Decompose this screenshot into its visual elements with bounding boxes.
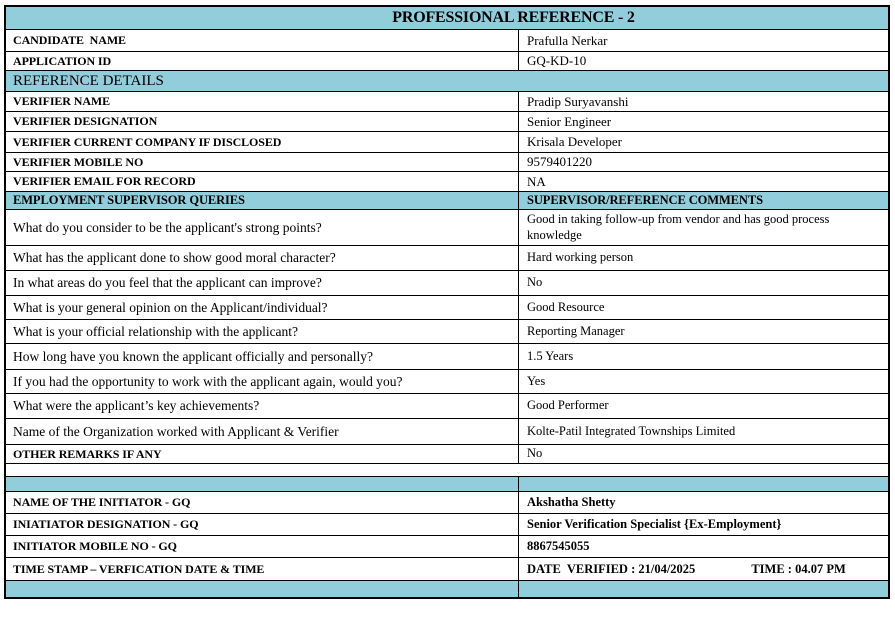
verifier-name-row bbox=[6, 92, 888, 112]
field-value: 8867545055 bbox=[527, 539, 590, 553]
candidate-name-label-cell bbox=[6, 30, 519, 51]
query-row bbox=[6, 394, 888, 419]
field-value: 9579401220 bbox=[527, 154, 592, 169]
section-heading: REFERENCE DETAILS bbox=[13, 72, 164, 89]
verifier-name-value-cell bbox=[519, 92, 888, 111]
query-row bbox=[6, 271, 888, 296]
answer-text: Good in taking follow-up from vendor and has good process knowledge bbox=[527, 211, 833, 242]
verifier-designation-label-cell bbox=[6, 112, 519, 131]
verifier-email-label-cell bbox=[6, 172, 519, 191]
field-value: Senior Verification Specialist {Ex-Employment} bbox=[527, 517, 782, 531]
question-text: What has the applicant done to show good moral character? bbox=[13, 250, 336, 265]
field-label: CANDIDATE NAME bbox=[13, 33, 126, 47]
field-label: NAME OF THE INITIATOR - GQ bbox=[13, 495, 191, 509]
application-id-row bbox=[6, 52, 888, 71]
answer-text: No bbox=[527, 275, 543, 290]
question-text: How long have you known the applicant officially and personally? bbox=[13, 348, 374, 364]
initiator-name-value-cell bbox=[519, 492, 888, 513]
field-label: VERIFIER NAME bbox=[13, 94, 111, 108]
initiator-mobile-row bbox=[6, 536, 888, 558]
spacer-cell bbox=[6, 464, 888, 476]
reference-table bbox=[4, 5, 890, 599]
queries-header-cell bbox=[6, 192, 519, 209]
verifier-mobile-row bbox=[6, 153, 888, 172]
spacer-cell bbox=[6, 477, 519, 491]
question-text: Name of the Organization worked with Applicant & Verifier bbox=[13, 423, 339, 439]
verifier-email-value-cell bbox=[519, 172, 888, 191]
answer-text: Good Performer bbox=[527, 398, 609, 413]
field-label: INIATIATOR DESIGNATION - GQ bbox=[13, 517, 199, 531]
field-label: VERIFIER EMAIL FOR RECORD bbox=[13, 174, 196, 188]
query-row bbox=[6, 320, 888, 344]
question-text: If you had the opportunity to work with the applicant again, would you? bbox=[13, 373, 403, 389]
verifier-company-row bbox=[6, 132, 888, 153]
verifier-company-label-cell bbox=[6, 132, 519, 152]
footer-band-row bbox=[6, 581, 888, 597]
queries-header-row bbox=[6, 192, 888, 210]
question-cell bbox=[6, 394, 519, 418]
timestamp-value-cell bbox=[519, 558, 888, 580]
question-text: In what areas do you feel that the applicant can improve? bbox=[13, 275, 322, 290]
timestamp-value bbox=[527, 562, 846, 577]
question-cell bbox=[6, 320, 519, 343]
initiator-mobile-label-cell bbox=[6, 536, 519, 557]
field-label: OTHER REMARKS IF ANY bbox=[13, 446, 162, 461]
answer-cell bbox=[519, 419, 888, 444]
initiator-mobile-value-cell bbox=[519, 536, 888, 557]
answer-text: 1.5 Years bbox=[527, 348, 574, 363]
spacer-row-white bbox=[6, 464, 888, 477]
question-text: What is your official relationship with the applicant? bbox=[13, 323, 299, 339]
answer-cell bbox=[519, 370, 888, 393]
question-text: What do you consider to be the applicant's strong points? bbox=[13, 219, 322, 235]
application-id-label-cell bbox=[6, 52, 519, 70]
other-remarks-label-cell bbox=[6, 445, 519, 463]
verifier-designation-value-cell bbox=[519, 112, 888, 131]
footer-band-cell bbox=[6, 581, 519, 597]
query-row bbox=[6, 246, 888, 271]
answer-cell bbox=[519, 394, 888, 418]
field-value: GQ-KD-10 bbox=[527, 53, 587, 68]
answer-cell bbox=[519, 344, 888, 369]
answer-text: Kolte-Patil Integrated Townships Limited bbox=[527, 423, 736, 438]
answer-cell bbox=[519, 271, 888, 295]
initiator-designation-label-cell bbox=[6, 514, 519, 535]
question-cell bbox=[6, 210, 519, 245]
field-label: VERIFIER CURRENT COMPANY IF DISCLOSED bbox=[13, 134, 282, 149]
question-cell bbox=[6, 271, 519, 295]
initiator-name-label-cell bbox=[6, 492, 519, 513]
field-value: Akshatha Shetty bbox=[527, 495, 616, 509]
field-label: APPLICATION ID bbox=[13, 53, 112, 68]
column-header: SUPERVISOR/REFERENCE COMMENTS bbox=[527, 193, 763, 207]
page-title: PROFESSIONAL REFERENCE - 2 bbox=[392, 9, 635, 26]
initiator-designation-row bbox=[6, 514, 888, 536]
query-row bbox=[6, 210, 888, 246]
field-label: VERIFIER DESIGNATION bbox=[13, 114, 158, 128]
application-id-value-cell bbox=[519, 52, 888, 70]
question-cell bbox=[6, 246, 519, 270]
reference-details-heading-row bbox=[6, 71, 888, 92]
field-value: Krisala Developer bbox=[527, 134, 622, 149]
question-cell bbox=[6, 370, 519, 393]
verifier-mobile-value-cell bbox=[519, 153, 888, 171]
field-value: Senior Engineer bbox=[527, 113, 612, 129]
answer-text: Yes bbox=[527, 373, 546, 388]
verifier-name-label-cell bbox=[6, 92, 519, 111]
reference-details-heading-cell bbox=[6, 71, 888, 91]
question-text: What is your general opinion on the Applicant/individual? bbox=[13, 299, 328, 315]
footer-band-cell bbox=[519, 581, 888, 597]
answer-text: Hard working person bbox=[527, 250, 634, 265]
answer-cell bbox=[519, 246, 888, 270]
verifier-company-value-cell bbox=[519, 132, 888, 152]
verifier-mobile-label-cell bbox=[6, 153, 519, 171]
time-verified-text: TIME : 04.07 PM bbox=[751, 561, 846, 576]
answer-cell bbox=[519, 210, 888, 245]
field-label: INITIATOR MOBILE NO - GQ bbox=[13, 539, 177, 553]
spacer-row-blue bbox=[6, 477, 888, 492]
field-value: No bbox=[527, 446, 543, 461]
query-row bbox=[6, 344, 888, 370]
question-cell bbox=[6, 344, 519, 369]
query-row bbox=[6, 419, 888, 445]
timestamp-label-cell bbox=[6, 558, 519, 580]
column-header: EMPLOYMENT SUPERVISOR QUERIES bbox=[13, 193, 245, 207]
date-verified-text: DATE VERIFIED : 21/04/2025 bbox=[527, 561, 696, 576]
initiator-designation-value-cell bbox=[519, 514, 888, 535]
comments-header-cell bbox=[519, 192, 888, 209]
answer-text: Good Resource bbox=[527, 299, 605, 314]
query-row bbox=[6, 370, 888, 394]
timestamp-row bbox=[6, 558, 888, 581]
answer-text: Reporting Manager bbox=[527, 323, 625, 338]
initiator-name-row bbox=[6, 492, 888, 514]
answer-cell bbox=[519, 320, 888, 343]
question-text: What were the applicant’s key achievements? bbox=[13, 398, 260, 413]
other-remarks-value-cell bbox=[519, 445, 888, 463]
field-value: Prafulla Nerkar bbox=[527, 32, 608, 48]
verifier-designation-row bbox=[6, 112, 888, 132]
field-label: TIME STAMP – VERFICATION DATE & TIME bbox=[13, 561, 265, 576]
spacer-cell bbox=[519, 477, 888, 491]
answer-cell bbox=[519, 296, 888, 319]
field-value: NA bbox=[527, 173, 546, 189]
title-row bbox=[6, 7, 888, 30]
candidate-name-row bbox=[6, 30, 888, 52]
question-cell bbox=[6, 419, 519, 444]
other-remarks-row bbox=[6, 445, 888, 464]
verifier-email-row bbox=[6, 172, 888, 192]
query-row bbox=[6, 296, 888, 320]
candidate-name-value-cell bbox=[519, 30, 888, 51]
field-label: VERIFIER MOBILE NO bbox=[13, 154, 144, 169]
field-value: Pradip Suryavanshi bbox=[527, 93, 629, 109]
question-cell bbox=[6, 296, 519, 319]
